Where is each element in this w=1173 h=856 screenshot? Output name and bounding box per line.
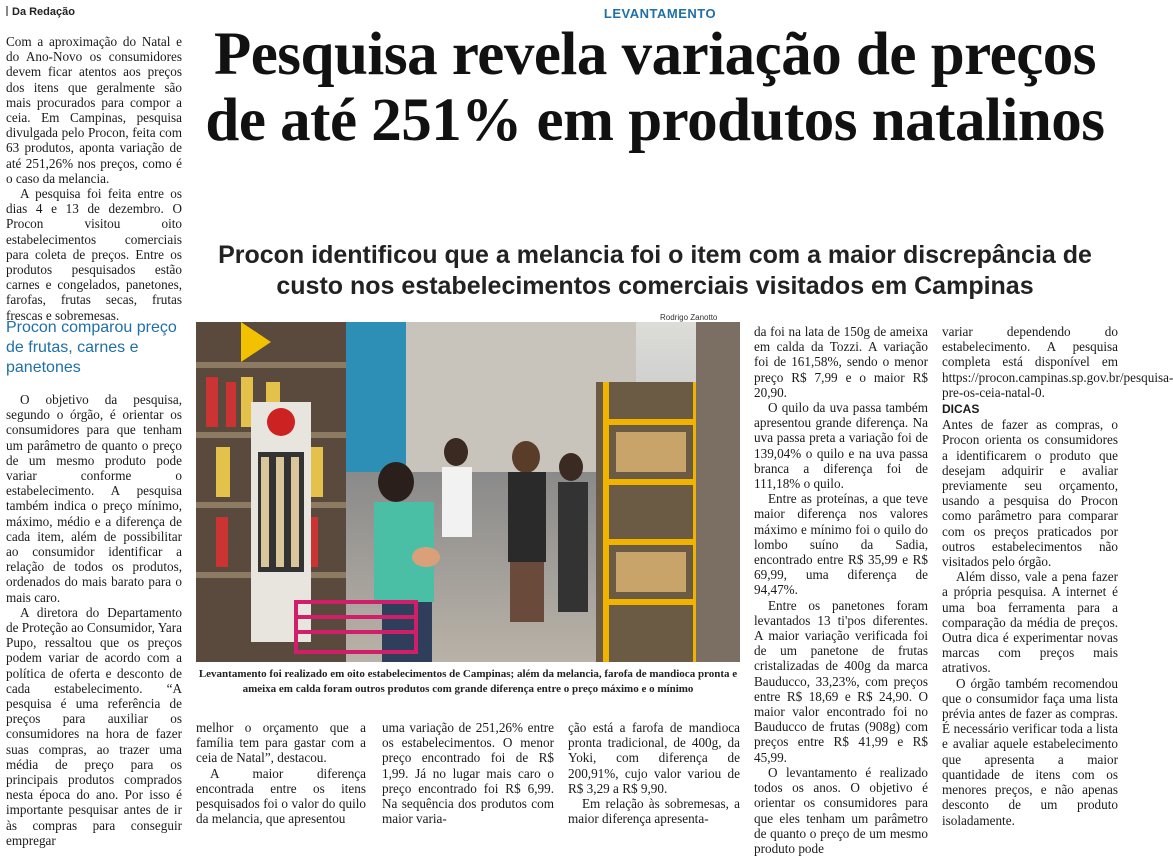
- paragraph: O órgão também recomendou que o consumidor faça uma lista prévia antes de fazer as compras. É necessário verificar toda a lista e avaliar aquele estabelecimento que apresenta a maior quantidade de itens com os menores preços, e não apenas desconto de um produto isoladamente.: [942, 675, 1118, 828]
- headline: Pesquisa revela variação de preços de até 251% em produtos natalinos: [205, 21, 1105, 154]
- article-bottom-column-1: [196, 720, 366, 826]
- intertitle: Procon comparou preço de frutas, carnes e panetones: [6, 319, 177, 376]
- paragraph: uma variação de 251,26% entre os estabelecimentos. O menor preço encontrado foi de R$ 1,99. Já no lugar mais caro o preço encontrado foi R$ 6,99. Na sequência dos produtos com maior varia-: [382, 720, 554, 827]
- author-name: Da Redação: [12, 6, 75, 18]
- paragraph: A diretora do Departamento de Proteção ao Consumidor, Yara Pupo, ressaltou que os preços podem variar de acordo com a política de oferta e desconto de cada estabelecimento. “A pesquisa é uma referência de preços para auxiliar os consumidores na hora de fazer suas compras, ao trazer uma média de preço para os principais produtos comprados nesta época do ano. Por isso é importante pesquisar antes de ir às compras para conseguir empregar: [6, 604, 183, 848]
- photo-credit: Rodrigo Zanotto: [660, 313, 718, 322]
- paragraph: O objetivo da pesquisa, segundo o órgão, é orientar os consumidores para que tenham um parâmetro de quanto o preço de um mesmo produto pode variar conforme o estabelecimento. A pesquisa também indica o preço mínimo, máximo, médio e a diferença de cada item, além de possibilitar ao consumidor identificar a relação de todos os produtos, ordenados do mais barato para o mais caro.: [6, 392, 182, 605]
- byline-bar: [6, 6, 8, 16]
- paragraph: Com a aproximação do Natal e do Ano-Novo os consumidores devem ficar atentos aos preços dos itens que geralmente são mais procurados para compor a ceia. Em Campinas, pesquisa divulgada pelo Procon, feita com 63 produtos, aponta variação de até 251,26% nos preços, como é o caso da melancia.: [6, 34, 182, 186]
- paragraph: melhor o orçamento que a família tem para gastar com a ceia de Natal”, destacou.: [196, 720, 366, 766]
- supermarket-photo-illustration: [196, 322, 740, 662]
- article-column-1-top: [6, 34, 182, 323]
- paragraph: O quilo da uva passa também apresentou grande diferença. Na uva passa preta a variação foi de 139,04% o quilo e na uva passa branca a diferença foi de 111,18% o quilo.: [754, 400, 928, 492]
- article-right-column-1: [754, 324, 928, 856]
- paragraph: ção está a farofa de mandioca pronta tradicional, de 400g, da Yoki, com diferença de 200,91%, cujo valor variou de R$ 3,29 a R$ 9,90.: [568, 720, 740, 796]
- paragraph: O levantamento é realizado todos os anos. O objetivo é orientar os consumidores para que eles tenham um parâmetro de quanto o preço de um mesmo produto pode: [754, 764, 928, 856]
- paragraph: Antes de fazer as compras, o Procon orienta os consumidores a identificarem o produto que desejam adquirir e avaliar previamente seu orçamento, usando a pesquisa do Procon como parâmetro para comparar com os preços praticados por outros estabelecimentos não visitados pelo órgão.: [942, 417, 1118, 570]
- dicas-subtitle: DICAS: [942, 402, 980, 417]
- paragraph: Entre as proteínas, a que teve maior diferença nos valores máximo e mínimo foi o quilo do lombo suíno da Sadia, encontrado entre R$ 35,99 e R$ 69,99, uma diferença de 94,47%.: [754, 491, 928, 598]
- paragraph: Além disso, vale a pena fazer a própria pesquisa. A internet é uma boa ferramenta para a comparação da média de preços. Outra dica é experimentar novas marcas com preços mais atrativos.: [942, 569, 1118, 676]
- paragraph: variar dependendo do estabelecimento. A pesquisa completa está disponível em https://procon.campinas.sp.gov.br/pesquisa-pre-os-ceia-natal-0.: [942, 324, 1173, 400]
- article-column-1-bottom: [6, 392, 182, 848]
- paragraph: A maior diferença encontrada entre os itens pesquisados foi o valor do quilo da melancia, que apresentou: [196, 765, 366, 827]
- subheadline: Procon identificou que a melancia foi o item com a maior discrepância de custo nos estabelecimentos comerciais visitados em Campinas: [218, 241, 1092, 300]
- supermarket-photo: [196, 322, 740, 662]
- article-bottom-column-2: [382, 720, 554, 826]
- paragraph: da foi na lata de 150g de ameixa em calda da Tozzi. A variação foi de 161,58%, sendo o menor preço R$ 7,99 e o maior R$ 20,90.: [754, 324, 928, 400]
- paragraph: A pesquisa foi feita entre os dias 4 e 13 de dezembro. O Procon visitou oito estabelecimentos comerciais para coleta de preços. Entre os produtos pesquisados estão carnes e congelados, panetones, farofas, frutas secas, frutas frescas e sobremesas.: [6, 186, 182, 323]
- paragraph: Entre os panetones foram levantados 13 ti'pos diferentes. A maior variação verificada foi de um panetone de frutas cristalizadas de 400g da marca Bauducco, 33,23%, com preços entre R$ 18,69 e R$ 24,90. O maior valor encontrado foi no Bauducco de frutas (908g) com preços entre R$ 41,99 e R$ 45,99.: [754, 597, 928, 765]
- section-label: LEVANTAMENTO: [603, 6, 717, 21]
- paragraph: Em relação às sobremesas, a maior diferença apresenta-: [568, 796, 740, 827]
- photo-caption: Levantamento foi realizado em oito estabelecimentos de Campinas; além da melancia, farofa de mandioca pronta e ameixa em calda foram outros produtos com grande diferença entre o preço máximo e o mínimo: [198, 668, 738, 695]
- author-byline: [6, 6, 75, 18]
- article-right-column-2: [942, 324, 1173, 828]
- article-bottom-column-3: [568, 720, 740, 826]
